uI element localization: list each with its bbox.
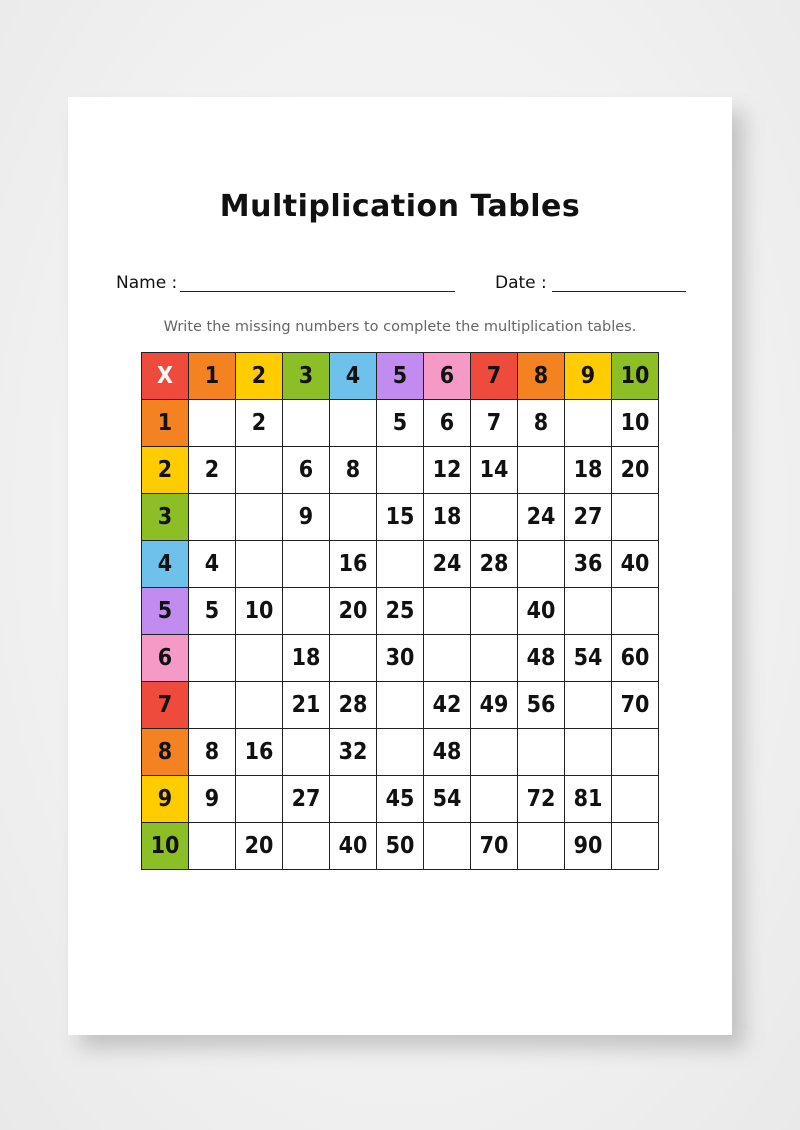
column-header-4: 4 (330, 353, 377, 400)
answer-cell: 6 (424, 400, 471, 447)
row-header-7: 7 (142, 682, 189, 729)
answer-cell: 20 (236, 823, 283, 870)
answer-cell[interactable] (330, 400, 377, 447)
answer-cell[interactable] (612, 588, 659, 635)
table-row (142, 494, 659, 541)
answer-cell: 2 (189, 447, 236, 494)
answer-cell[interactable] (377, 541, 424, 588)
answer-cell: 49 (471, 682, 518, 729)
answer-cell: 48 (424, 729, 471, 776)
date-label: Date : (495, 273, 547, 293)
answer-cell: 18 (283, 635, 330, 682)
column-header-3: 3 (283, 353, 330, 400)
answer-cell[interactable] (236, 635, 283, 682)
instructions-text: Write the missing numbers to complete the multiplication tables. (163, 319, 637, 335)
answer-cell[interactable] (283, 400, 330, 447)
answer-cell: 42 (424, 682, 471, 729)
column-header-9: 9 (565, 353, 612, 400)
answer-cell[interactable] (189, 823, 236, 870)
table-row (142, 635, 659, 682)
name-label: Name : (116, 273, 178, 293)
column-header-1: 1 (189, 353, 236, 400)
answer-cell: 16 (236, 729, 283, 776)
answer-cell[interactable] (189, 635, 236, 682)
answer-cell: 16 (330, 541, 377, 588)
answer-cell[interactable] (565, 729, 612, 776)
answer-cell: 54 (424, 776, 471, 823)
answer-cell[interactable] (189, 494, 236, 541)
answer-cell: 72 (518, 776, 565, 823)
row-header-8: 8 (142, 729, 189, 776)
answer-cell: 45 (377, 776, 424, 823)
multiplication-grid (141, 352, 659, 870)
row-header-5: 5 (142, 588, 189, 635)
answer-cell[interactable] (189, 682, 236, 729)
answer-cell[interactable] (565, 682, 612, 729)
name-field[interactable] (180, 291, 455, 292)
answer-cell[interactable] (471, 729, 518, 776)
answer-cell: 36 (565, 541, 612, 588)
answer-cell[interactable] (565, 400, 612, 447)
answer-cell: 40 (518, 588, 565, 635)
answer-cell: 7 (471, 400, 518, 447)
answer-cell: 90 (565, 823, 612, 870)
answer-cell: 18 (424, 494, 471, 541)
worksheet-title: Multiplication Tables (219, 189, 581, 224)
answer-cell[interactable] (377, 729, 424, 776)
answer-cell: 15 (377, 494, 424, 541)
header-row (142, 353, 659, 400)
answer-cell[interactable] (424, 588, 471, 635)
answer-cell[interactable] (283, 541, 330, 588)
column-header-6: 6 (424, 353, 471, 400)
answer-cell: 28 (471, 541, 518, 588)
row-header-3: 3 (142, 494, 189, 541)
answer-cell: 40 (330, 823, 377, 870)
answer-cell[interactable] (377, 447, 424, 494)
answer-cell: 20 (612, 447, 659, 494)
answer-cell[interactable] (424, 823, 471, 870)
table-row (142, 541, 659, 588)
answer-cell: 12 (424, 447, 471, 494)
answer-cell: 10 (236, 588, 283, 635)
answer-cell: 24 (424, 541, 471, 588)
row-header-10: 10 (142, 823, 189, 870)
answer-cell: 6 (283, 447, 330, 494)
answer-cell: 4 (189, 541, 236, 588)
answer-cell: 48 (518, 635, 565, 682)
answer-cell[interactable] (518, 729, 565, 776)
answer-cell: 81 (565, 776, 612, 823)
answer-cell[interactable] (612, 729, 659, 776)
row-header-6: 6 (142, 635, 189, 682)
answer-cell: 28 (330, 682, 377, 729)
answer-cell: 10 (612, 400, 659, 447)
answer-cell[interactable] (189, 400, 236, 447)
answer-cell[interactable] (424, 635, 471, 682)
answer-cell: 30 (377, 635, 424, 682)
column-header-5: 5 (377, 353, 424, 400)
answer-cell: 21 (283, 682, 330, 729)
table-row (142, 823, 659, 870)
answer-cell[interactable] (612, 776, 659, 823)
table-row (142, 682, 659, 729)
answer-cell: 20 (330, 588, 377, 635)
answer-cell[interactable] (236, 447, 283, 494)
answer-cell: 8 (189, 729, 236, 776)
answer-cell: 32 (330, 729, 377, 776)
row-header-2: 2 (142, 447, 189, 494)
answer-cell: 14 (471, 447, 518, 494)
column-header-2: 2 (236, 353, 283, 400)
row-header-9: 9 (142, 776, 189, 823)
answer-cell[interactable] (518, 823, 565, 870)
answer-cell[interactable] (377, 682, 424, 729)
row-header-4: 4 (142, 541, 189, 588)
answer-cell: 24 (518, 494, 565, 541)
answer-cell[interactable] (330, 494, 377, 541)
answer-cell: 9 (189, 776, 236, 823)
column-header-10: 10 (612, 353, 659, 400)
answer-cell: 54 (565, 635, 612, 682)
answer-cell[interactable] (236, 776, 283, 823)
answer-cell: 25 (377, 588, 424, 635)
answer-cell[interactable] (471, 776, 518, 823)
answer-cell: 8 (330, 447, 377, 494)
answer-cell: 56 (518, 682, 565, 729)
table-row (142, 400, 659, 447)
answer-cell: 5 (189, 588, 236, 635)
answer-cell[interactable] (471, 588, 518, 635)
answer-cell[interactable] (236, 541, 283, 588)
answer-cell[interactable] (612, 494, 659, 541)
table-row (142, 447, 659, 494)
answer-cell: 2 (236, 400, 283, 447)
answer-cell: 70 (612, 682, 659, 729)
answer-cell[interactable] (283, 588, 330, 635)
row-header-1: 1 (142, 400, 189, 447)
answer-cell[interactable] (471, 635, 518, 682)
answer-cell[interactable] (518, 541, 565, 588)
answer-cell: 27 (565, 494, 612, 541)
answer-cell[interactable] (236, 494, 283, 541)
answer-cell[interactable] (283, 729, 330, 776)
date-field[interactable] (552, 291, 686, 292)
answer-cell: 8 (518, 400, 565, 447)
worksheet-page (68, 97, 732, 1035)
answer-cell[interactable] (612, 823, 659, 870)
corner-cell: X (142, 353, 189, 400)
answer-cell: 27 (283, 776, 330, 823)
answer-cell: 18 (565, 447, 612, 494)
column-header-8: 8 (518, 353, 565, 400)
table-row (142, 588, 659, 635)
answer-cell: 40 (612, 541, 659, 588)
answer-cell: 70 (471, 823, 518, 870)
answer-cell[interactable] (330, 776, 377, 823)
answer-cell: 60 (612, 635, 659, 682)
answer-cell[interactable] (236, 682, 283, 729)
answer-cell[interactable] (283, 823, 330, 870)
answer-cell: 9 (283, 494, 330, 541)
answer-cell[interactable] (471, 494, 518, 541)
table-row (142, 729, 659, 776)
answer-cell[interactable] (565, 588, 612, 635)
answer-cell[interactable] (518, 447, 565, 494)
answer-cell: 5 (377, 400, 424, 447)
answer-cell[interactable] (330, 635, 377, 682)
answer-cell: 50 (377, 823, 424, 870)
column-header-7: 7 (471, 353, 518, 400)
table-row (142, 776, 659, 823)
